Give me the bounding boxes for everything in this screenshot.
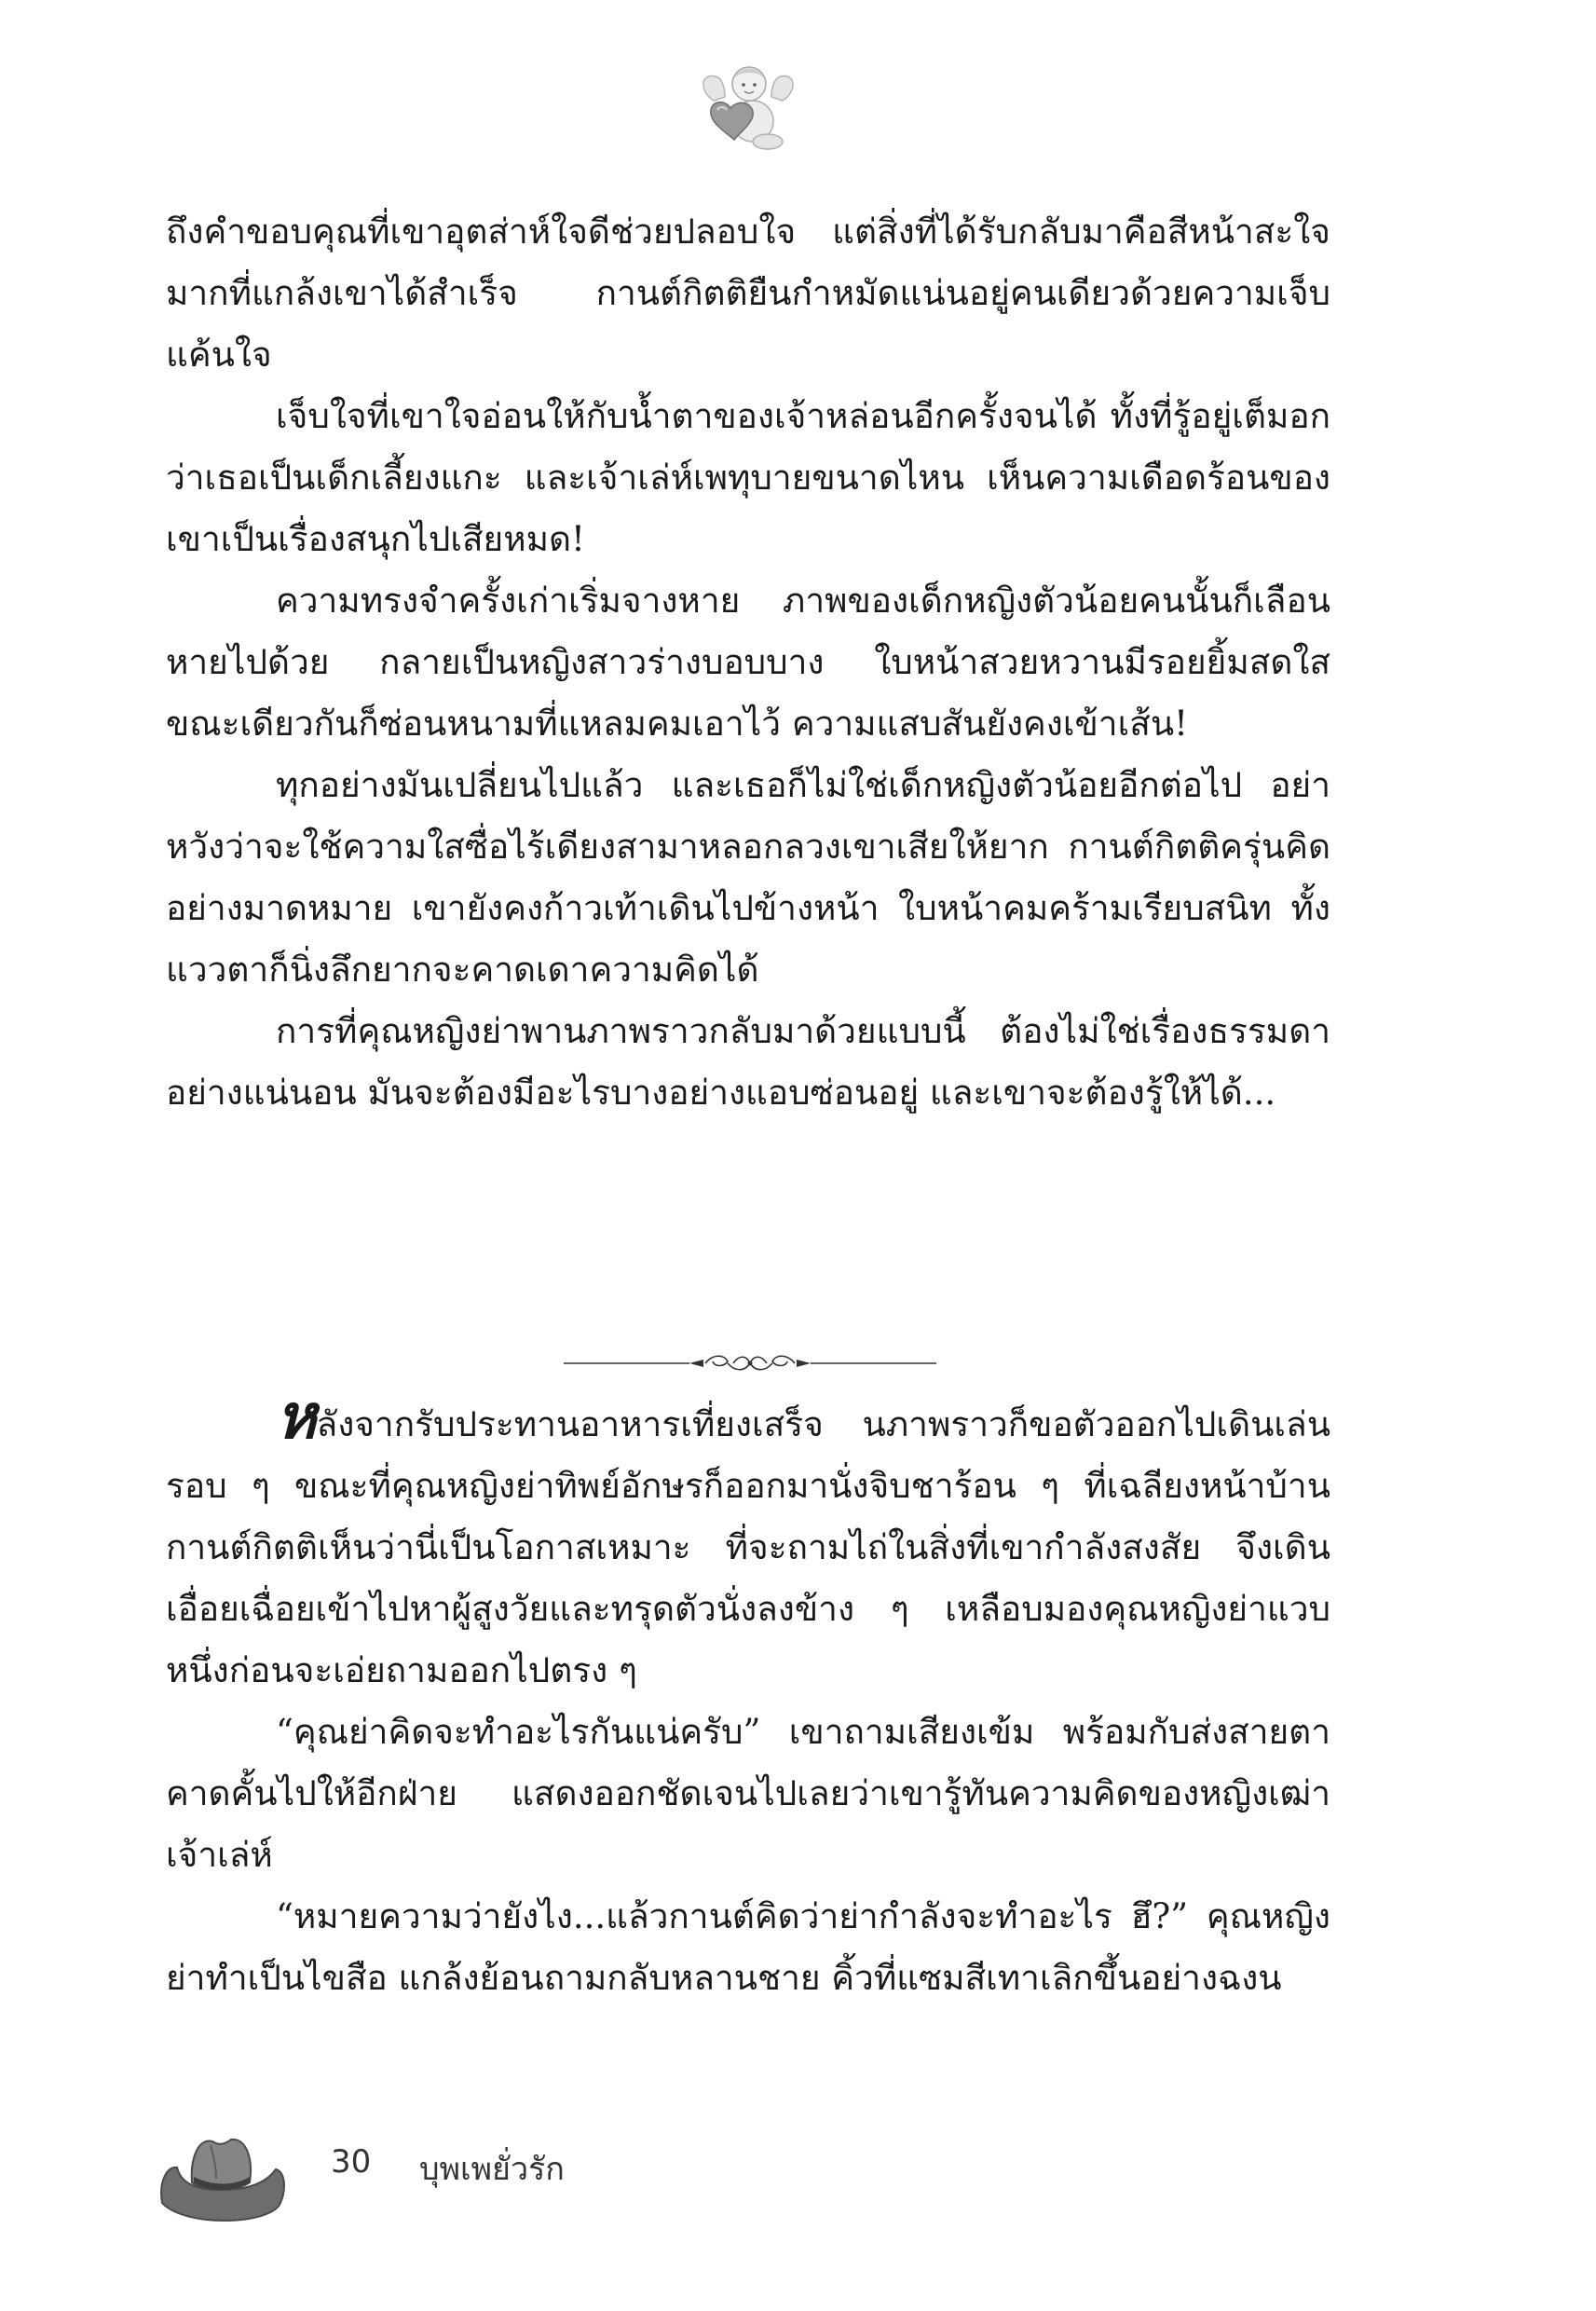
section-one (166, 201, 1330, 1124)
cowboy-hat-icon (157, 2125, 287, 2236)
dropcap-letter: ห (276, 1380, 317, 1453)
paragraph: ทุกอย่างมันเปลี่ยนไปแล้ว และเธอก็ไม่ใช่เด็กหญิงตัวน้อยอีกต่อไป อย่าหวังว่าจะใช้ความใสซื่อไร้เดียงสามาหลอกลวงเขาเสียให้ยาก กานต์กิตติครุ่นคิดอย่างมาดหมาย เขายังคงก้าวเท้าเดินไปข้างหน้า ใบหน้าคมคร้ามเรียบสนิท ทั้งแววตาก็นิ่งลึกยากจะคาดเดาความคิดได้ (166, 765, 1330, 990)
paragraph: “หมายความว่ายังไง...แล้วกานต์คิดว่าย่ากำลังจะทำอะไร ฮึ?” คุณหญิงย่าทำเป็นไขสือ แกล้งย้อนถามกลับหลานชาย คิ้วที่แซมสีเทาเลิกขึ้นอย่างฉงน (166, 1896, 1330, 1998)
book-title: บุพเพยั่วรัก (419, 2151, 565, 2188)
section-two (166, 1380, 1330, 2009)
ornamental-divider (564, 1349, 936, 1377)
paragraph: ถึงคำขอบคุณที่เขาอุตส่าห์ใจดีช่วยปลอบใจ แต่สิ่งที่ได้รับกลับมาคือสีหน้าสะใจมากที่แกล้งเขาได้สำเร็จ กานต์กิตติยืนกำหมัดแน่นอยู่คนเดียวด้วยความเจ็บแค้นใจ (166, 212, 1330, 375)
paragraph: “คุณย่าคิดจะทำอะไรกันแน่ครับ” เขาถามเสียงเข้ม พร้อมกับส่งสายตาคาดคั้นไปให้อีกฝ่าย แสดงออกชัดเจนไปเลยว่าเขารู้ทันความคิดของหญิงเฒ่าเจ้าเล่ห์ (166, 1712, 1330, 1875)
cupid-with-heart-icon (697, 56, 799, 158)
paragraph: การที่คุณหญิงย่าพานภาพราวกลับมาด้วยแบบนี้ ต้องไม่ใช่เรื่องธรรมดาอย่างแน่นอน มันจะต้องมีอะไรบางอย่างแอบซ่อนอยู่ และเขาจะต้องรู้ให้ได้... (166, 1011, 1330, 1113)
paragraph: เจ็บใจที่เขาใจอ่อนให้กับน้ำตาของเจ้าหล่อนอีกครั้งจนได้ ทั้งที่รู้อยู่เต็มอกว่าเธอเป็นเด็กเลี้ยงแกะ และเจ้าเล่ห์เพทุบายขนาดไหน เห็นความเดือดร้อนของเขาเป็นเรื่องสนุกไปเสียหมด! (166, 396, 1330, 559)
page-number: 30 (331, 2143, 372, 2181)
paragraph: ความทรงจำครั้งเก่าเริ่มจางหาย ภาพของเด็กหญิงตัวน้อยคนนั้นก็เลือนหายไปด้วย กลายเป็นหญิงสาวร่างบอบบาง ใบหน้าสวยหวานมีรอยยิ้มสดใส ขณะเดียวกันก็ซ่อนหนามที่แหลมคมเอาไว้ ความแสบสันยังคงเข้าเส้น! (166, 581, 1330, 744)
paragraph-text: ลังจากรับประทานอาหารเที่ยงเสร็จ นภาพราวก็ขอตัวออกไปเดินเล่นรอบ ๆ ขณะที่คุณหญิงย่าทิพย์อักษรก็ออกมานั่งจิบชาร้อน ๆ ที่เฉลียงหน้าบ้าน กานต์กิตติเห็นว่านี่เป็นโอกาสเหมาะ ที่จะถามไถ่ในสิ่งที่เขากำลังสงสัย จึงเดินเอื่อยเฉื่อยเข้าไปหาผู้สูงวัยและทรุดตัวนั่งลงข้าง ๆ เหลือบมองคุณหญิงย่าแวบหนึ่งก่อนจะเอ่ยถามออกไปตรง ๆ (166, 1404, 1330, 1690)
paragraph-with-dropcap (166, 1380, 1330, 1702)
